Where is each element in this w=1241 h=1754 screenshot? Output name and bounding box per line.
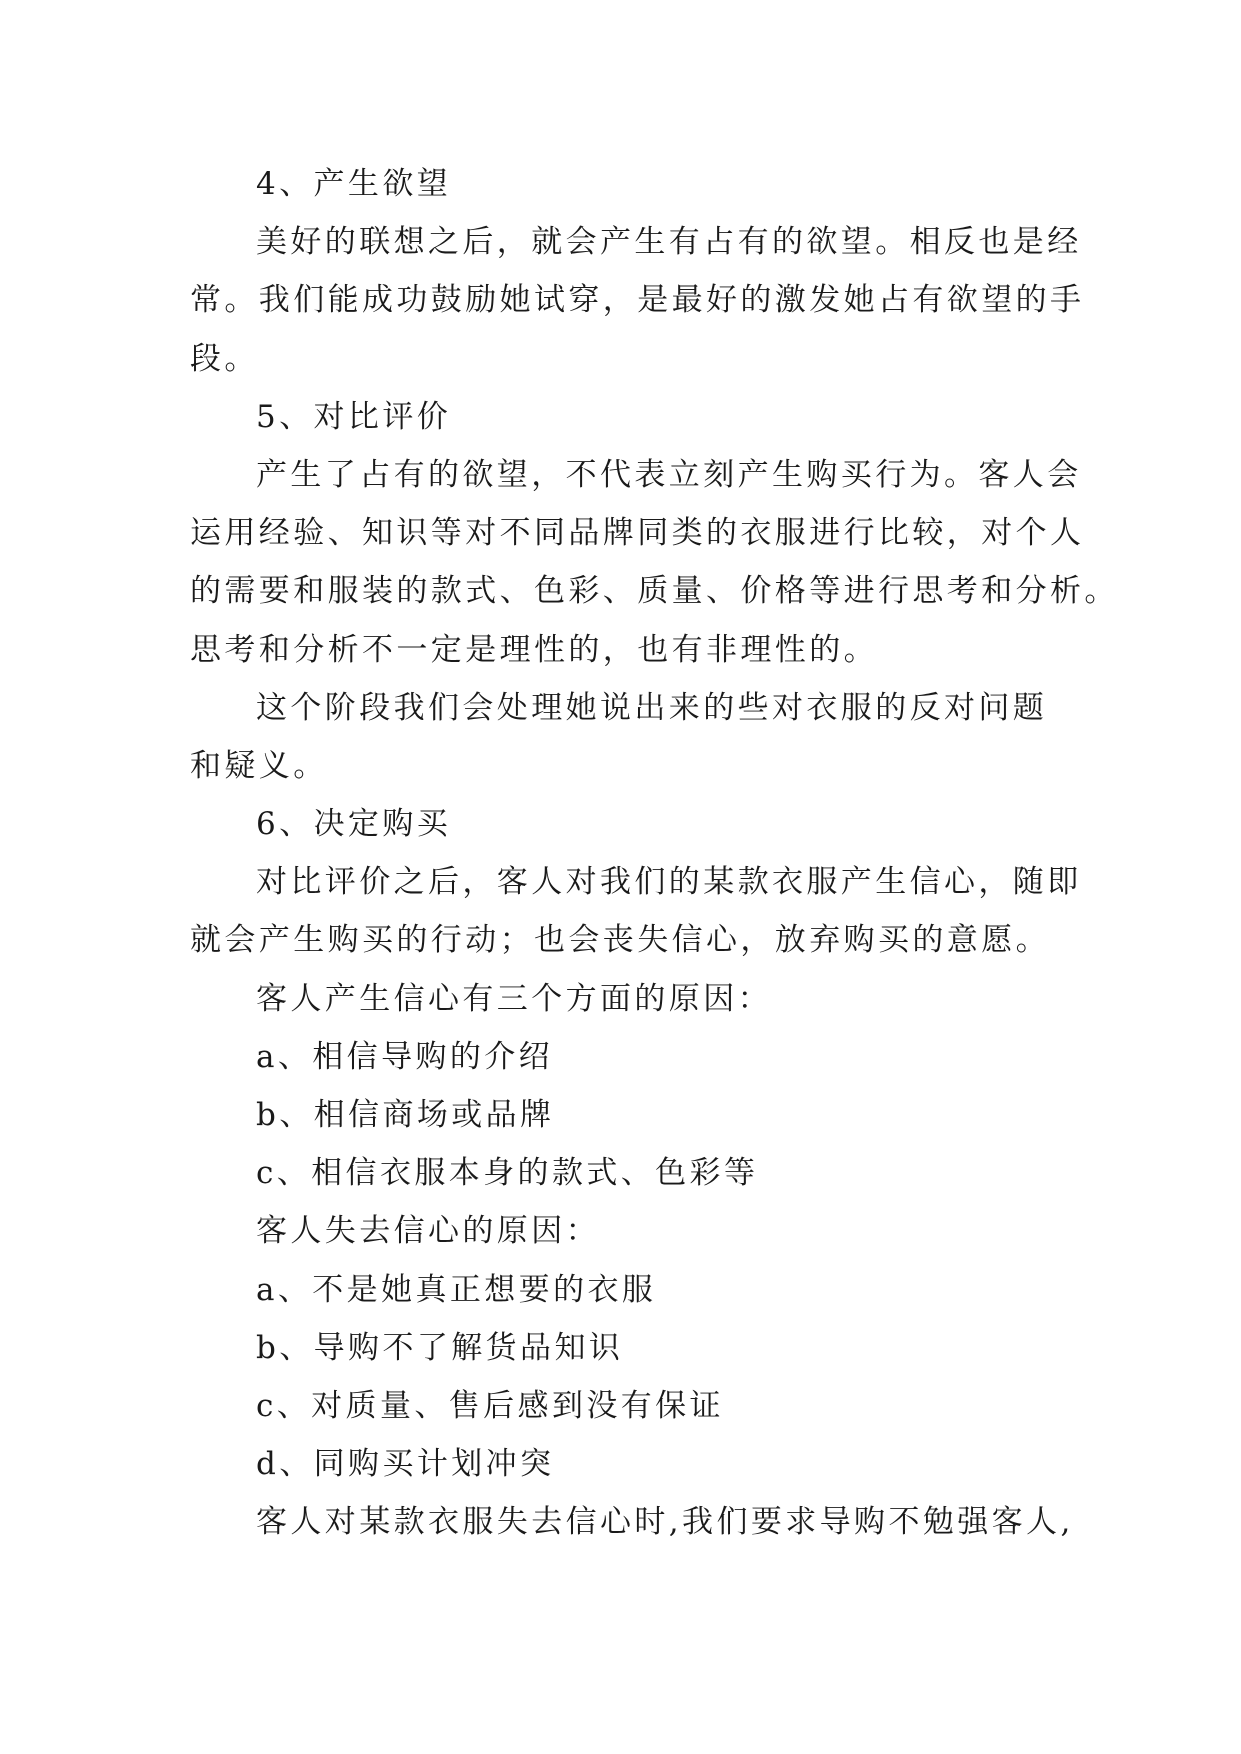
paragraph-line: 产生了占有的欲望，不代表立刻产生购买行为。客人会 (256, 456, 1082, 493)
paragraph-line: 的需要和服装的款式、色彩、质量、价格等进行思考和分析。 (190, 573, 1119, 610)
paragraph-line: 和疑义。 (190, 747, 328, 784)
list-item: b、相信商场或品牌 (256, 1097, 555, 1133)
paragraph-line: 对比评价之后，客人对我们的某款衣服产生信心，随即 (256, 864, 1082, 901)
paragraph-line: 就会产生购买的行动；也会丧失信心，放弃购买的意愿。 (190, 922, 1050, 959)
paragraph-line: 思考和分析不一定是理性的，也有非理性的。 (190, 631, 878, 668)
list-item: c、相信衣服本身的款式、色彩等 (256, 1155, 759, 1192)
list-item: d、同购买计划冲突 (256, 1446, 555, 1483)
list-item: b、导购不了解货品知识 (256, 1329, 624, 1366)
paragraph-line: 这个阶段我们会处理她说出来的些对衣服的反对问题 (256, 689, 1048, 726)
paragraph-line: 客人对某款衣服失去信心时,我们要求导购不勉强客人, (256, 1504, 1074, 1541)
paragraph-line: 常。我们能成功鼓励她试穿，是最好的激发她占有欲望的手 (190, 282, 1085, 319)
paragraph-line: 客人产生信心有三个方面的原因： (256, 980, 772, 1017)
paragraph-line: 客人失去信心的原因： (256, 1213, 600, 1250)
heading-6: 6、决定购买 (256, 806, 452, 843)
heading-4: 4、产生欲望 (256, 166, 452, 202)
paragraph-line: 运用经验、知识等对不同品牌同类的衣服进行比较，对个人 (190, 515, 1085, 552)
list-item: a、相信导购的介绍 (256, 1038, 554, 1075)
list-item: c、对质量、售后感到没有保证 (256, 1387, 724, 1424)
list-item: a、不是她真正想要的衣服 (256, 1271, 657, 1308)
heading-5: 5、对比评价 (256, 398, 452, 435)
paragraph-line: 美好的联想之后，就会产生有占有的欲望。相反也是经 (256, 224, 1082, 261)
document-body (190, 155, 1119, 1552)
paragraph-line: 段。 (190, 340, 259, 377)
